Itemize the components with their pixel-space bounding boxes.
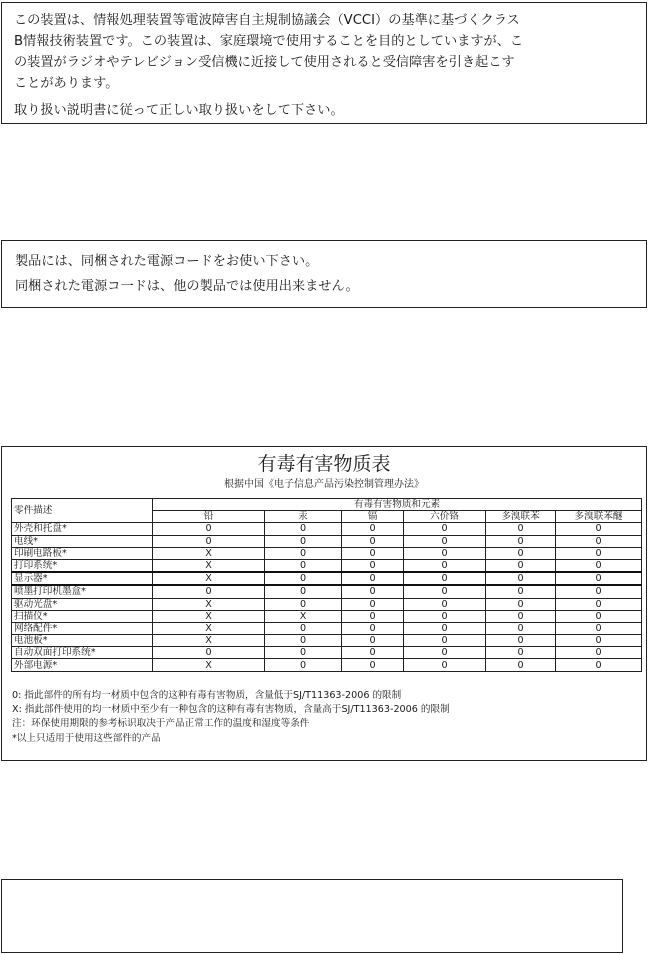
substance-header: 六价铬	[404, 511, 486, 523]
substance-value-cell: 0	[486, 635, 556, 647]
part-name-cell: 驱动光盘*	[12, 598, 153, 610]
substance-value-cell: 0	[556, 547, 642, 559]
substance-value-cell: 0	[265, 523, 342, 535]
substance-value-cell: 0	[265, 659, 342, 671]
vcci-instruction: 取り扱い説明書に従って正しい取り扱いをして下さい。	[14, 103, 344, 118]
substance-value-cell: 0	[556, 647, 642, 659]
substance-value-cell: 0	[556, 598, 642, 610]
substance-value-cell: X	[153, 547, 265, 559]
substance-value-cell: 0	[342, 523, 404, 535]
substance-value-cell: 0	[486, 585, 556, 598]
substance-value-cell: 0	[265, 547, 342, 559]
substance-value-cell: 0	[265, 598, 342, 610]
substance-value-cell: X	[153, 610, 265, 622]
substance-value-cell: X	[153, 572, 265, 585]
part-name-cell: 电线*	[12, 535, 153, 547]
note-line: 注：环保使用期限的参考标识取决于产品正常工作的温度和湿度等条件	[12, 718, 310, 730]
substance-value-cell: 0	[556, 523, 642, 535]
blank-notice-box	[1, 879, 623, 953]
substance-value-cell: 0	[153, 647, 265, 659]
power-cord-line-1: 製品には、同梱された電源コードをお使い下さい。	[15, 254, 319, 269]
substance-value-cell: 0	[486, 572, 556, 585]
part-name-cell: 外壳和托盘*	[12, 523, 153, 535]
substance-value-cell: X	[153, 598, 265, 610]
substance-value-cell: 0	[404, 523, 486, 535]
table-row	[12, 585, 642, 598]
substance-value-cell: 0	[265, 559, 342, 572]
substance-value-cell: 0	[486, 622, 556, 634]
substance-value-cell: 0	[404, 572, 486, 585]
table-row	[12, 523, 642, 535]
substance-value-cell: 0	[486, 659, 556, 671]
power-cord-notice-box	[1, 240, 647, 308]
table-row	[12, 659, 642, 671]
substance-value-cell: X	[153, 559, 265, 572]
substance-value-cell: 0	[342, 559, 404, 572]
power-cord-line-2: 同梱された電源コ一ドは、他の製品では使用出来ません。	[15, 279, 359, 294]
substance-value-cell: 0	[486, 547, 556, 559]
substance-value-cell: 0	[556, 659, 642, 671]
vcci-line-2: B情報技術装置です。この装置は、家庭環境で使用することを目的としていますが、こ	[14, 34, 524, 49]
part-name-cell: 显示器*	[12, 572, 153, 585]
part-name-cell: 自动双面打印系统*	[12, 647, 153, 659]
substance-value-cell: 0	[556, 585, 642, 598]
substance-value-cell: 0	[342, 598, 404, 610]
substance-value-cell: 0	[153, 585, 265, 598]
note-line: *以上只适用于使用这些部件的产品	[12, 732, 161, 744]
table-row	[12, 572, 642, 585]
substance-value-cell: 0	[342, 635, 404, 647]
substance-value-cell: 0	[342, 622, 404, 634]
substance-value-cell: 0	[265, 572, 342, 585]
substance-value-cell: 0	[404, 622, 486, 634]
part-name-cell: 扫描仪*	[12, 610, 153, 622]
substance-group-header: 有毒有害物质和元素	[153, 499, 642, 511]
substance-header: 多溴联苯	[486, 511, 556, 523]
part-name-cell: 电池板*	[12, 635, 153, 647]
substance-value-cell: 0	[265, 622, 342, 634]
table-row	[12, 622, 642, 634]
substance-value-cell: 0	[404, 610, 486, 622]
substance-value-cell: 0	[404, 585, 486, 598]
substance-value-cell: 0	[556, 572, 642, 585]
substance-value-cell: 0	[265, 585, 342, 598]
substance-value-cell: 0	[556, 559, 642, 572]
note-line: X: 指此部件使用的均一材质中至少有一种包含的这种有毒有害物质，含量高于SJ/T11363-2006 的限制	[12, 704, 450, 716]
hazard-table	[11, 498, 642, 672]
substance-value-cell: X	[153, 659, 265, 671]
substance-value-cell: 0	[342, 610, 404, 622]
substance-value-cell: X	[265, 610, 342, 622]
substance-value-cell: 0	[404, 598, 486, 610]
hazard-notes	[12, 689, 642, 746]
table-row	[12, 598, 642, 610]
hazardous-substance-table-box	[1, 446, 647, 761]
substance-value-cell: 0	[404, 559, 486, 572]
table-row	[12, 647, 642, 659]
substance-value-cell: 0	[342, 659, 404, 671]
substance-value-cell: 0	[265, 535, 342, 547]
substance-value-cell: 0	[153, 535, 265, 547]
hazard-table-title: 有毒有害物质表	[257, 453, 391, 475]
substance-value-cell: 0	[486, 535, 556, 547]
substance-value-cell: 0	[404, 659, 486, 671]
substance-value-cell: 0	[486, 559, 556, 572]
substance-header: 镉	[342, 511, 404, 523]
substance-value-cell: 0	[556, 535, 642, 547]
substance-value-cell: 0	[486, 610, 556, 622]
substance-value-cell: 0	[486, 647, 556, 659]
table-row	[12, 610, 642, 622]
hazard-table-subtitle: 根据中国《电子信息产品污染控制管理办法》	[224, 479, 424, 490]
substance-value-cell: 0	[404, 647, 486, 659]
vcci-line-1: この装置は、情報処理装置等電波障害自主規制協議会（VCCI）の基準に基づくクラス	[14, 13, 520, 28]
part-name-cell: 印刷电路板*	[12, 547, 153, 559]
substance-value-cell: 0	[342, 547, 404, 559]
substance-value-cell: 0	[153, 523, 265, 535]
substance-value-cell: X	[153, 622, 265, 634]
substance-value-cell: 0	[342, 572, 404, 585]
substance-value-cell: 0	[556, 622, 642, 634]
part-name-cell: 外部电源*	[12, 659, 153, 671]
substance-header: 多溴联苯醚	[556, 511, 642, 523]
substance-value-cell: 0	[404, 535, 486, 547]
substance-header: 汞	[265, 511, 342, 523]
substance-value-cell: 0	[342, 647, 404, 659]
substance-value-cell: 0	[404, 635, 486, 647]
substance-value-cell: X	[153, 635, 265, 647]
part-name-cell: 打印系统*	[12, 559, 153, 572]
vcci-line-4: ことがあります。	[14, 76, 119, 91]
vcci-notice-box	[1, 2, 647, 124]
substance-value-cell: 0	[486, 523, 556, 535]
vcci-line-3: の装置がラジオやテレビジョン受信機に近接して使用されると受信障害を引き起こす	[14, 55, 515, 70]
table-row	[12, 535, 642, 547]
substance-value-cell: 0	[342, 585, 404, 598]
part-name-cell: 网络配件*	[12, 622, 153, 634]
substance-value-cell: 0	[486, 598, 556, 610]
note-line: 0: 指此部件的所有均一材质中包含的这种有毒有害物质，含量低于SJ/T11363-2006 的限制	[12, 690, 402, 701]
substance-value-cell: 0	[556, 610, 642, 622]
table-row	[12, 559, 642, 572]
substance-value-cell: 0	[265, 635, 342, 647]
substance-value-cell: 0	[265, 647, 342, 659]
substance-header: 铅	[153, 511, 265, 523]
part-name-cell: 喷墨打印机墨盒*	[12, 585, 153, 598]
table-row	[12, 635, 642, 647]
substance-value-cell: 0	[556, 635, 642, 647]
part-description-header: 零件描述	[12, 499, 153, 523]
table-row	[12, 547, 642, 559]
substance-value-cell: 0	[342, 535, 404, 547]
substance-value-cell: 0	[404, 547, 486, 559]
